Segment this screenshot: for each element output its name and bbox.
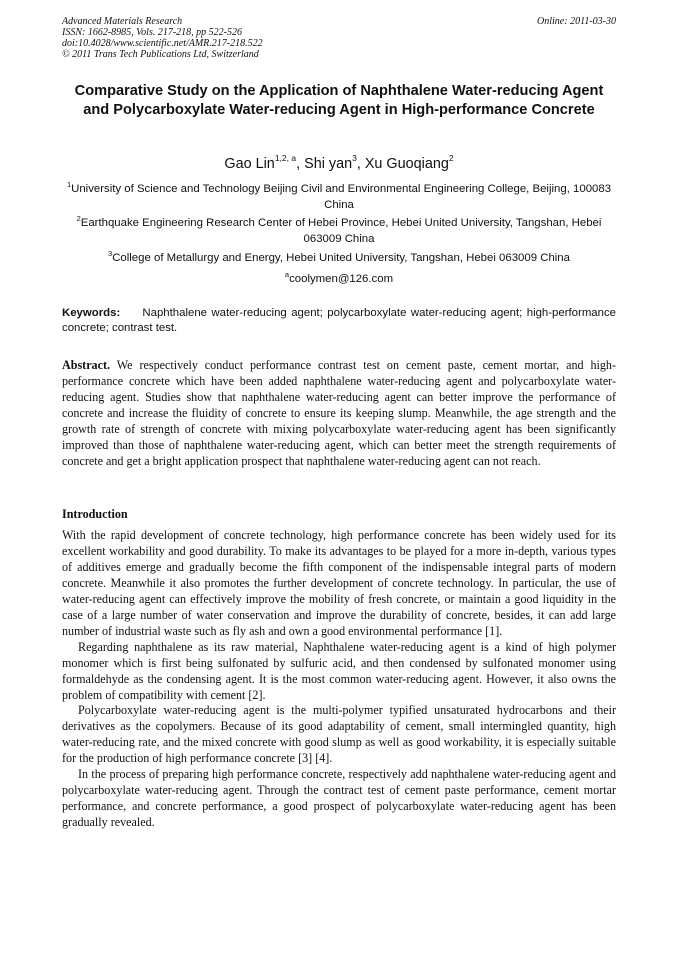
affiliation-mark: 1 (66, 180, 72, 189)
affiliation-mark: 2 (76, 214, 81, 223)
doi-line: doi:10.4028/www.scientific.net/AMR.217-218.522 (62, 38, 263, 49)
journal-name: Advanced Materials Research (62, 16, 183, 27)
author-affil-mark: 3 (352, 153, 357, 163)
paragraph: Regarding naphthalene as its raw material, Naphthalene water-reducing agent is a kind of high polymer monomer which is first being sulfonated by sulfuric acid, and then condensed by sulfonated monomer using formaldehyde as the condensing agent. It is the most common water-reducing agent. However, it also owns the problem of compatibility with cement [2]. (62, 639, 616, 702)
issn-line: ISSN: 1662-8985, Vols. 217-218, pp 522-526 (62, 27, 242, 38)
author-list: Gao Lin$^{1,2, a}$, Shi yan$^3$, Xu Guoqiang$^2$ (224, 153, 454, 172)
section-heading: Introduction (62, 507, 128, 521)
author-affil-mark: 2 (448, 153, 454, 163)
affiliation-text: Earthquake Engineering Research Center of Hebei Province, Hebei United University, Tangshan, Hebei 063009 China (80, 216, 602, 245)
paragraph: Polycarboxylate water-reducing agent is the multi-polymer typified unsaturated hydrocarbons and their derivatives as the copolymers. Because of its good adaptability of cement, small intermingled quantity, high water-reducing rate, and the mixed concrete with good slump as well as good workability, it is especially suitable for the production of high performance concrete [3] [4]. (62, 703, 616, 766)
affiliation (62, 177, 616, 213)
author-name: Gao Lin (224, 155, 275, 172)
affiliation (62, 246, 616, 266)
abstract-text: We respectively conduct performance contrast test on cement paste, cement mortar, and high-performance concrete which have been added naphthalene water-reducing agent and polycarboxylate water-reducing agent. Studies show that naphthalene water-reducing agent can better improve the performance of concrete and increase the fluidity of concrete to ensure its keeping slump. Meanwhile, the age strength and the growth rate of strength of concrete with mixing polycarboxylate water-reducing agent has been significantly improved than those of naphthalene water-reducing agent, which can better meet the strength requirements of concrete and get a bright application prospect that naphthalene water-reducing agent can not reach. (62, 358, 616, 468)
affiliation-mark: 3 (108, 249, 113, 258)
author-name: Shi yan (304, 155, 353, 172)
paragraph: With the rapid development of concrete technology, high performance concrete has been widely used for its excellent workability and good durability. To make its advantages to be played for a more in-depth, various types of additives emerge and gradually become the fifth component of the indispensable integral parts of modern concrete. Meanwhile it also promotes the further development of concrete technology. In particular, the use of water-reducing agent can effectively improve the mobility of fresh concrete, or maintain a good liquidity in the case of a large number of water conservation and improve the durability of concrete, besides, it can add large number of industrial waste such as fly ash and own a good environmental performance [1]. (62, 528, 616, 638)
author-name: Xu Guoqiang (364, 155, 449, 172)
journal-header (62, 16, 616, 60)
keywords-text: Naphthalene water-reducing agent; polycarboxylate water-reducing agent; high-performance concrete; contrast test. (62, 307, 617, 334)
keywords-label: Keywords: (62, 307, 121, 319)
abstract (62, 358, 616, 470)
author-email (62, 267, 616, 287)
affiliation (62, 211, 616, 247)
abstract-label: Abstract. (62, 358, 111, 372)
copyright-line: © 2011 Trans Tech Publications Ltd, Switzerland (62, 49, 259, 60)
keywords (62, 306, 616, 336)
paper-title: Comparative Study on the Application of Naphthalene Water-reducing Agent and Polycarboxylate Water-reducing Agent in High-performance Concrete (74, 83, 604, 118)
email-text: coolymen@126.com (289, 272, 394, 285)
affiliation-text: College of Metallurgy and Energy, Hebei United University, Tangshan, Hebei 063009 China (112, 251, 570, 264)
online-date: Online: 2011-03-30 (537, 16, 616, 27)
introduction-body (62, 528, 616, 831)
email-mark: a (284, 270, 290, 279)
paragraph: In the process of preparing high performance concrete, respectively add naphthalene water-reducing agent and polycarboxylate water-reducing agent. Through the contract test of cement paste performance, cement mortar performance, and concrete performance, a good prospect of polycarboxylate water-reducing agent has been gradually revealed. (62, 767, 616, 830)
author-affil-mark: 1,2, a (274, 153, 297, 163)
affiliation-text: University of Science and Technology Beijing Civil and Environmental Engineering College, Beijing, 100083 China (71, 182, 612, 211)
